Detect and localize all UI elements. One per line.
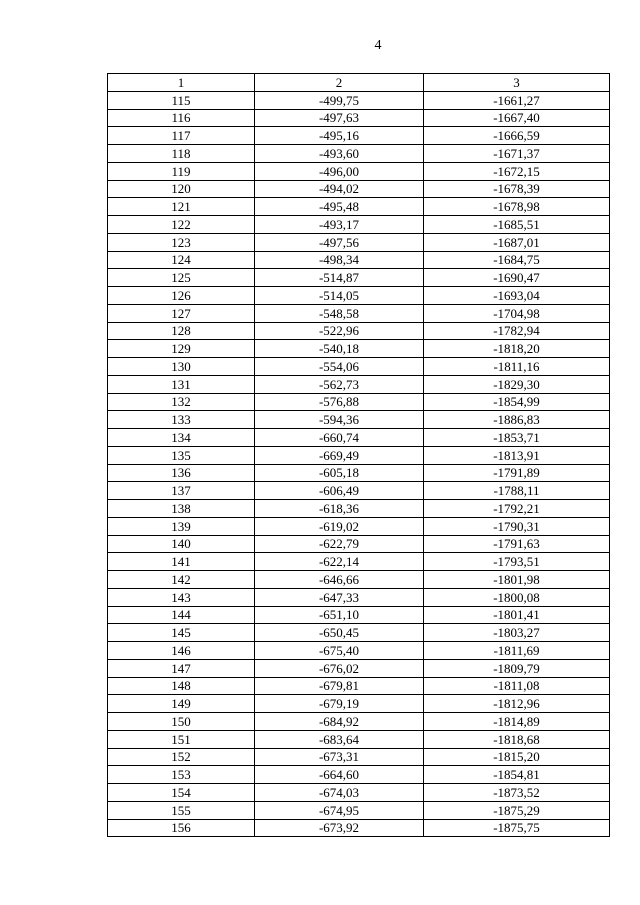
table-cell-col-2: -673,31 (255, 748, 424, 766)
table-cell-col-2: -540,18 (255, 340, 424, 358)
table-cell-col-3: -1792,21 (424, 500, 610, 518)
table-cell-col-1: 121 (108, 198, 255, 216)
table-cell-col-1: 155 (108, 801, 255, 819)
table-cell-col-2: -650,45 (255, 624, 424, 642)
table-cell-col-1: 116 (108, 109, 255, 127)
table-row (108, 322, 610, 340)
table-cell-col-2: -498,34 (255, 251, 424, 269)
table-cell-col-3: -1687,01 (424, 233, 610, 251)
table-cell-col-3: -1693,04 (424, 287, 610, 305)
table-row (108, 393, 610, 411)
table-cell-col-2: -622,14 (255, 553, 424, 571)
table-row (108, 411, 610, 429)
table-cell-col-2: -651,10 (255, 606, 424, 624)
table-cell-col-3: -1811,16 (424, 358, 610, 376)
table-cell-col-1: 133 (108, 411, 255, 429)
table-row (108, 358, 610, 376)
table-cell-col-1: 140 (108, 535, 255, 553)
table-cell-col-2: -606,49 (255, 482, 424, 500)
table-cell-col-1: 148 (108, 677, 255, 695)
table-cell-col-2: -660,74 (255, 429, 424, 447)
table-cell-col-3: -1801,41 (424, 606, 610, 624)
table-cell-col-1: 141 (108, 553, 255, 571)
table-cell-col-2: -669,49 (255, 446, 424, 464)
table-cell-col-3: -1886,83 (424, 411, 610, 429)
table-cell-col-3: -1800,08 (424, 588, 610, 606)
table-row (108, 429, 610, 447)
table-cell-col-3: -1801,98 (424, 571, 610, 589)
table-cell-col-1: 144 (108, 606, 255, 624)
table-cell-col-1: 119 (108, 162, 255, 180)
table-cell-col-1: 122 (108, 216, 255, 234)
table-cell-col-2: -683,64 (255, 730, 424, 748)
table-cell-col-3: -1788,11 (424, 482, 610, 500)
table-cell-col-1: 151 (108, 730, 255, 748)
table-row (108, 340, 610, 358)
table-cell-col-2: -514,87 (255, 269, 424, 287)
table-cell-col-2: -495,48 (255, 198, 424, 216)
table-cell-col-2: -605,18 (255, 464, 424, 482)
table-row (108, 269, 610, 287)
table-row (108, 375, 610, 393)
table-cell-col-1: 149 (108, 695, 255, 713)
table-cell-col-2: -646,66 (255, 571, 424, 589)
data-table (107, 73, 610, 837)
table-row (108, 162, 610, 180)
table-cell-col-2: -522,96 (255, 322, 424, 340)
table-cell-col-1: 150 (108, 713, 255, 731)
table-cell-col-3: -1853,71 (424, 429, 610, 447)
table-row (108, 482, 610, 500)
table-row (108, 251, 610, 269)
table-row (108, 145, 610, 163)
table-cell-col-2: -664,60 (255, 766, 424, 784)
table-row (108, 216, 610, 234)
table-cell-col-3: -1684,75 (424, 251, 610, 269)
table-cell-col-3: -1678,39 (424, 180, 610, 198)
table-cell-col-1: 123 (108, 233, 255, 251)
table-cell-col-3: -1661,27 (424, 91, 610, 109)
table-cell-col-2: -494,02 (255, 180, 424, 198)
table-row (108, 748, 610, 766)
table-cell-col-2: -562,73 (255, 375, 424, 393)
table-cell-col-2: -622,79 (255, 535, 424, 553)
table-row (108, 304, 610, 322)
table-cell-col-3: -1809,79 (424, 659, 610, 677)
table-row (108, 642, 610, 660)
table-cell-col-1: 129 (108, 340, 255, 358)
table-cell-col-1: 143 (108, 588, 255, 606)
table-cell-col-1: 130 (108, 358, 255, 376)
table-cell-col-3: -1666,59 (424, 127, 610, 145)
table-row (108, 695, 610, 713)
table-cell-col-3: -1685,51 (424, 216, 610, 234)
table-row (108, 287, 610, 305)
table-row (108, 535, 610, 553)
table-row (108, 801, 610, 819)
table-row (108, 766, 610, 784)
table-row (108, 233, 610, 251)
table-row (108, 553, 610, 571)
table-cell-col-1: 138 (108, 500, 255, 518)
table-cell-col-3: -1671,37 (424, 145, 610, 163)
table-cell-col-1: 126 (108, 287, 255, 305)
table-row (108, 180, 610, 198)
table-cell-col-1: 128 (108, 322, 255, 340)
table-cell-col-1: 146 (108, 642, 255, 660)
table-cell-col-2: -673,92 (255, 819, 424, 837)
table-cell-col-2: -679,19 (255, 695, 424, 713)
table-cell-col-2: -514,05 (255, 287, 424, 305)
table-row (108, 127, 610, 145)
table-cell-col-3: -1854,99 (424, 393, 610, 411)
table-cell-col-2: -495,16 (255, 127, 424, 145)
table-cell-col-2: -493,17 (255, 216, 424, 234)
table-cell-col-2: -674,03 (255, 784, 424, 802)
table-cell-col-1: 152 (108, 748, 255, 766)
column-header-2: 2 (255, 74, 424, 92)
table-cell-col-1: 139 (108, 517, 255, 535)
table-cell-col-2: -576,88 (255, 393, 424, 411)
column-header-1: 1 (108, 74, 255, 92)
table-cell-col-3: -1678,98 (424, 198, 610, 216)
table-cell-col-3: -1812,96 (424, 695, 610, 713)
table-cell-col-3: -1875,75 (424, 819, 610, 837)
table-cell-col-2: -594,36 (255, 411, 424, 429)
table-row (108, 109, 610, 127)
table-cell-col-1: 145 (108, 624, 255, 642)
table-row (108, 784, 610, 802)
table-row (108, 588, 610, 606)
table-header-row (108, 74, 610, 92)
table-cell-col-3: -1782,94 (424, 322, 610, 340)
table-cell-col-3: -1793,51 (424, 553, 610, 571)
table-cell-col-2: -679,81 (255, 677, 424, 695)
table-cell-col-2: -496,00 (255, 162, 424, 180)
table-cell-col-3: -1790,31 (424, 517, 610, 535)
table-cell-col-1: 154 (108, 784, 255, 802)
table-row (108, 606, 610, 624)
table-cell-col-3: -1811,08 (424, 677, 610, 695)
table-row (108, 571, 610, 589)
table-cell-col-3: -1815,20 (424, 748, 610, 766)
table-cell-col-1: 115 (108, 91, 255, 109)
table-row (108, 91, 610, 109)
table-cell-col-3: -1791,89 (424, 464, 610, 482)
table-cell-col-3: -1875,29 (424, 801, 610, 819)
table-cell-col-1: 125 (108, 269, 255, 287)
table-cell-col-3: -1672,15 (424, 162, 610, 180)
table-row (108, 819, 610, 837)
table-cell-col-1: 137 (108, 482, 255, 500)
table-row (108, 624, 610, 642)
table-cell-col-1: 117 (108, 127, 255, 145)
table-cell-col-2: -497,63 (255, 109, 424, 127)
table-cell-col-3: -1854,81 (424, 766, 610, 784)
table-cell-col-3: -1811,69 (424, 642, 610, 660)
table-body (108, 91, 610, 837)
table-cell-col-1: 153 (108, 766, 255, 784)
table-cell-col-1: 135 (108, 446, 255, 464)
table-cell-col-2: -493,60 (255, 145, 424, 163)
table-header (108, 74, 610, 92)
table-cell-col-2: -499,75 (255, 91, 424, 109)
table-cell-col-1: 120 (108, 180, 255, 198)
table-cell-col-3: -1873,52 (424, 784, 610, 802)
table-cell-col-1: 147 (108, 659, 255, 677)
page-number: 4 (374, 38, 382, 53)
table-cell-col-2: -548,58 (255, 304, 424, 322)
table-cell-col-2: -675,40 (255, 642, 424, 660)
table-cell-col-3: -1813,91 (424, 446, 610, 464)
table-cell-col-1: 118 (108, 145, 255, 163)
table-row (108, 517, 610, 535)
table-row (108, 500, 610, 518)
table-cell-col-1: 156 (108, 819, 255, 837)
table-cell-col-3: -1818,20 (424, 340, 610, 358)
table-cell-col-1: 134 (108, 429, 255, 447)
table-cell-col-2: -554,06 (255, 358, 424, 376)
table-row (108, 198, 610, 216)
table-row (108, 713, 610, 731)
table-row (108, 446, 610, 464)
table-cell-col-3: -1690,47 (424, 269, 610, 287)
table-cell-col-3: -1791,63 (424, 535, 610, 553)
table-cell-col-3: -1829,30 (424, 375, 610, 393)
table-cell-col-2: -497,56 (255, 233, 424, 251)
table-cell-col-3: -1667,40 (424, 109, 610, 127)
table-cell-col-2: -619,02 (255, 517, 424, 535)
table-cell-col-3: -1814,89 (424, 713, 610, 731)
table-cell-col-1: 127 (108, 304, 255, 322)
table-cell-col-1: 132 (108, 393, 255, 411)
table-cell-col-2: -647,33 (255, 588, 424, 606)
table-cell-col-3: -1818,68 (424, 730, 610, 748)
column-header-3: 3 (424, 74, 610, 92)
table-row (108, 730, 610, 748)
table-row (108, 464, 610, 482)
table-cell-col-3: -1803,27 (424, 624, 610, 642)
table-cell-col-2: -618,36 (255, 500, 424, 518)
table-cell-col-1: 142 (108, 571, 255, 589)
table-cell-col-1: 131 (108, 375, 255, 393)
table-cell-col-1: 124 (108, 251, 255, 269)
table-cell-col-2: -674,95 (255, 801, 424, 819)
table-row (108, 677, 610, 695)
table-cell-col-2: -684,92 (255, 713, 424, 731)
table-cell-col-1: 136 (108, 464, 255, 482)
table-row (108, 659, 610, 677)
table-cell-col-2: -676,02 (255, 659, 424, 677)
table-cell-col-3: -1704,98 (424, 304, 610, 322)
